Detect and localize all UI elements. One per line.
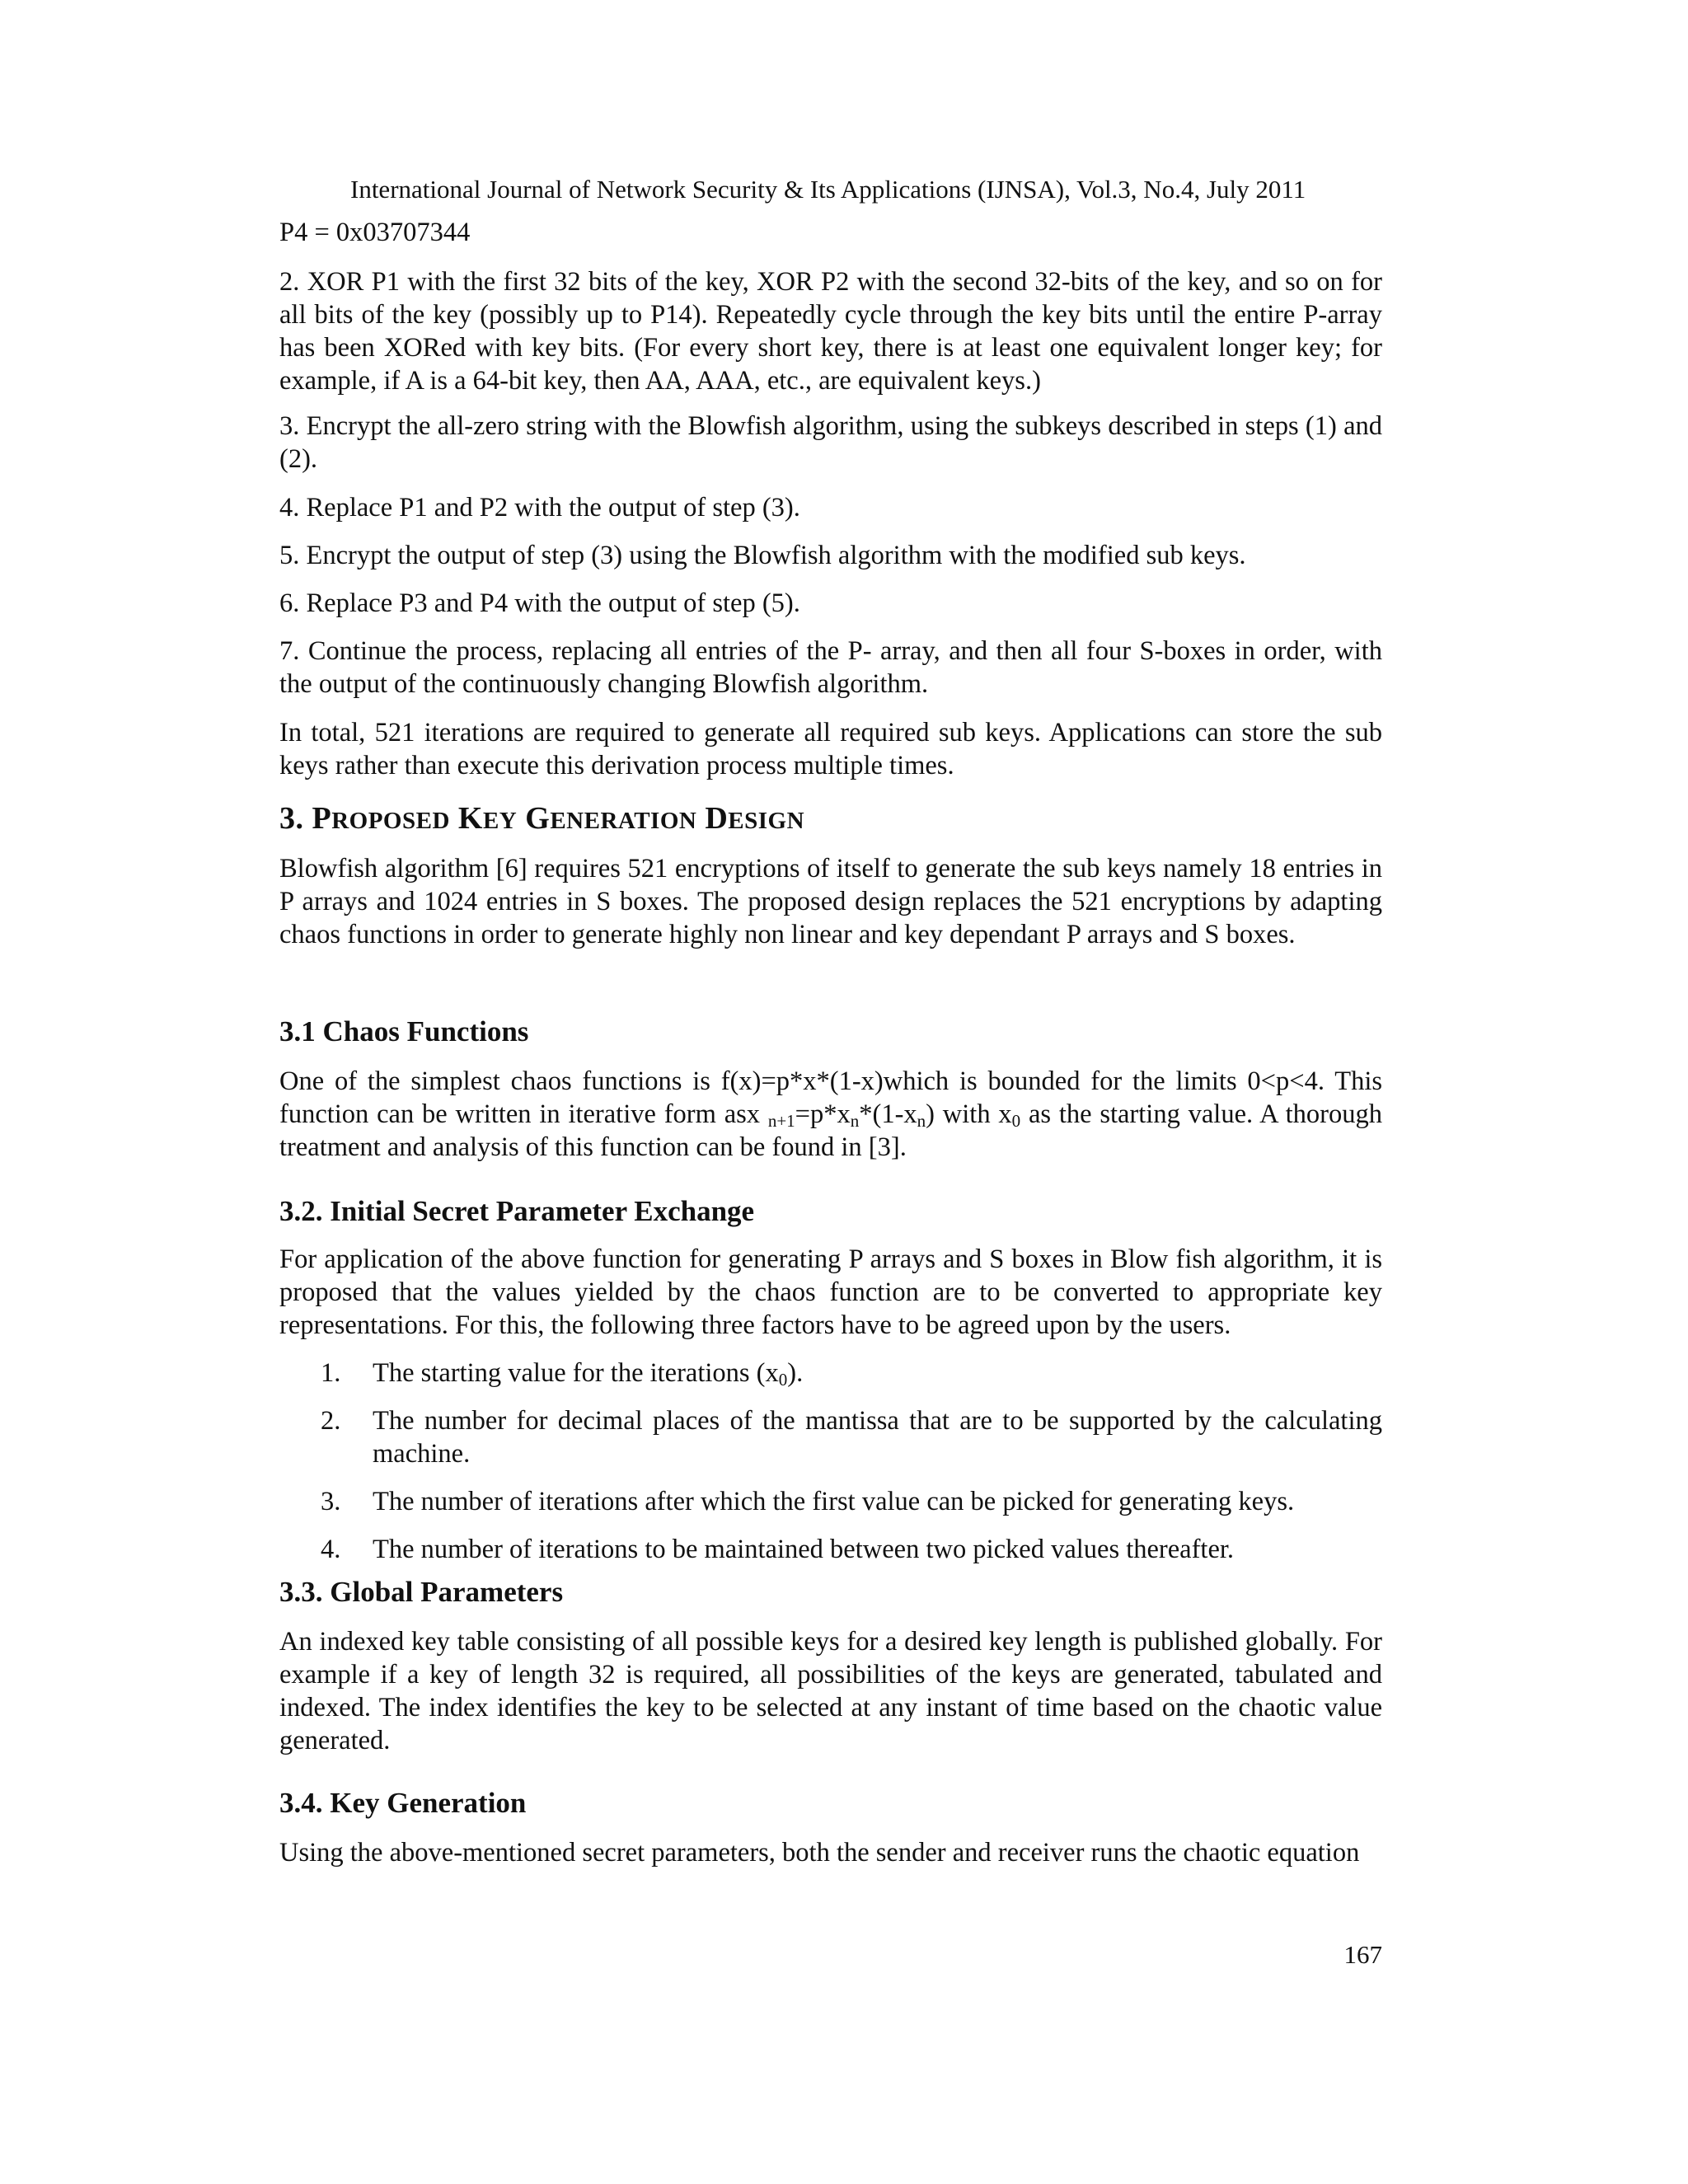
- section-3-word-1: PROPOSED: [312, 801, 450, 836]
- section-3-number: 3.: [279, 801, 304, 836]
- subsection-3-4-heading: 3.4. Key Generation: [279, 1787, 527, 1819]
- section-3-word-4: DESIGN: [705, 801, 805, 836]
- global-parameters-paragraph: An indexed key table consisting of all possible keys for a desired key length is published globally. For example if a key of length 32 is required, all possibilities of the keys are generated, tabulated and indexed. The index identifies the key to be selected at any instant of time based on the chaotic value generated.: [279, 1627, 1382, 1755]
- section-3-intro: Blowfish algorithm [6] requires 521 encryptions of itself to generate the sub keys namely 18 entries in P arrays and 1024 entries in S boxes. The proposed design replaces the 521 encryptions by adapting chaos functions in order to generate highly non linear and key dependant P arrays and S boxes.: [279, 854, 1382, 949]
- section-3-word-2: KEY: [457, 801, 518, 836]
- step-3-paragraph: 3. Encrypt the all-zero string with the Blowfish algorithm, using the subkeys described in steps (1) and (2).: [279, 411, 1382, 474]
- section-3-word-3: GENERATION: [525, 801, 697, 836]
- subsection-3-2-heading: 3.2. Initial Secret Parameter Exchange: [279, 1195, 755, 1227]
- running-header: International Journal of Network Security & Its Applications (IJNSA), Vol.3, No.4, July 2011: [350, 175, 1306, 204]
- step-6-paragraph: 6. Replace P3 and P4 with the output of step (5).: [279, 588, 800, 618]
- key-generation-paragraph: Using the above-mentioned secret parameters, both the sender and receiver runs the chaotic equation: [279, 1838, 1360, 1868]
- summary-paragraph: In total, 521 iterations are required to generate all required sub keys. Applications can store the sub keys rather than execute this derivation process multiple times.: [279, 718, 1382, 780]
- subsection-3-3-heading: 3.3. Global Parameters: [279, 1576, 564, 1608]
- step-4-paragraph: 4. Replace P1 and P2 with the output of step (3).: [279, 493, 800, 523]
- p4-value-line: P4 = 0x03707344: [279, 218, 471, 247]
- chaos-functions-paragraph: One of the simplest chaos functions is f(x)=p*x*(1-x)which is bounded for the limits 0<p<4. This function can be written in iterative form asx $_{n+1}=p*x_n*(1-x_n)$ with $x_0$ as the starting value. A thorough treatment and analysis of this function can be found in [3].: [279, 1066, 1382, 1162]
- parameter-exchange-paragraph: For application of the above function for generating P arrays and S boxes in Blow fish algorithm, it is proposed that the values yielded by the chaos function are to be converted to appropriate key representations. For this, the following three factors have to be agreed upon by the users.: [279, 1244, 1382, 1340]
- page-number: 167: [1343, 1940, 1382, 1969]
- step-2-paragraph: 2. XOR P1 with the first 32 bits of the key, XOR P2 with the second 32-bits of the key, and so on for all bits of the key (possibly up to P14). Repeatedly cycle through the key bits until the entire P-array has been XORed with key bits. (For every short key, there is at least one equivalent longer key; for example, if A is a 64-bit key, then AA, AAA, etc., are equivalent keys.): [279, 267, 1382, 396]
- step-5-paragraph: 5. Encrypt the output of step (3) using the Blowfish algorithm with the modified sub keys.: [279, 541, 1246, 570]
- subsection-3-1-heading: 3.1 Chaos Functions: [279, 1015, 529, 1047]
- section-3-heading: [279, 799, 804, 840]
- step-7-paragraph: 7. Continue the process, replacing all entries of the P- array, and then all four S-boxes in order, with the output of the continuously changing Blowfish algorithm.: [279, 636, 1382, 699]
